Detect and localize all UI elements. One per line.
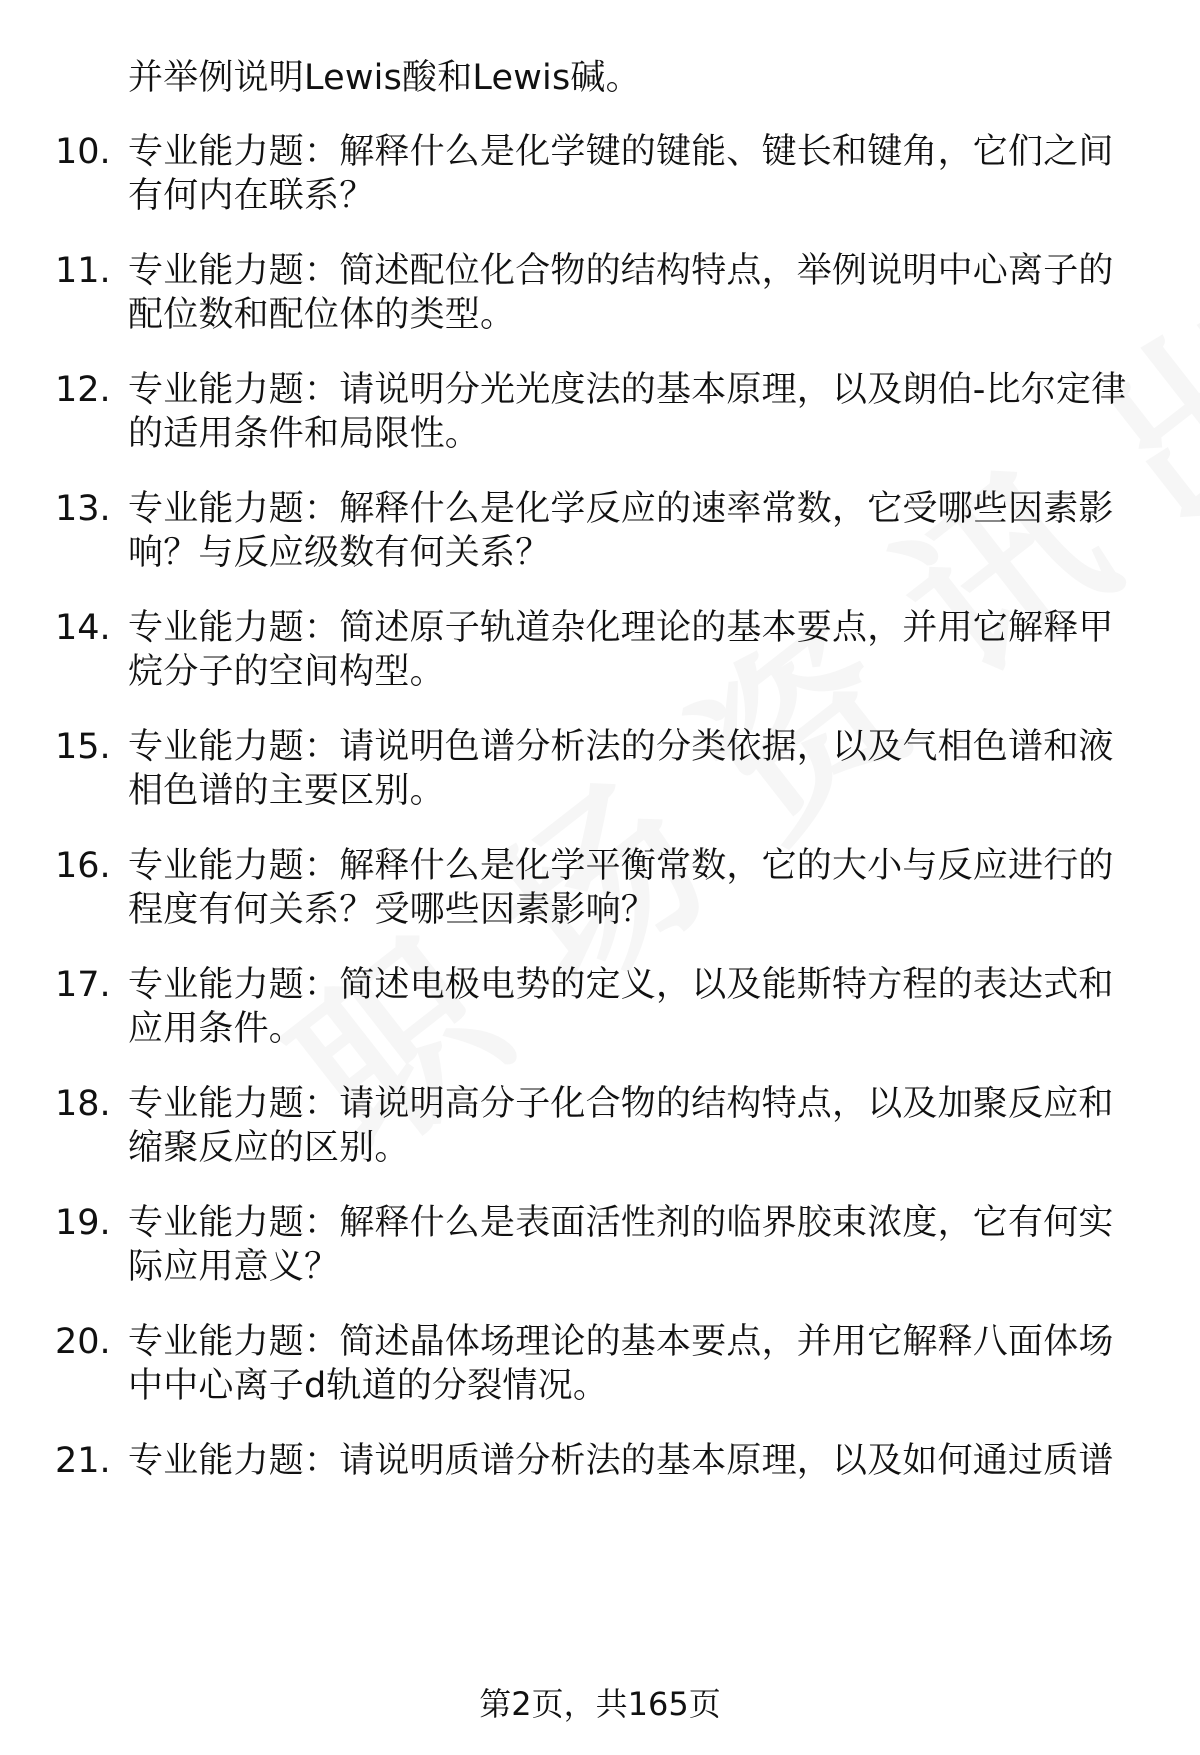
question-number: 20. bbox=[55, 1322, 111, 1362]
question-line: 专业能力题：简述晶体场理论的基本要点，并用它解释八面体场 bbox=[128, 1322, 1114, 1362]
question-line: 专业能力题：请说明色谱分析法的分类依据，以及气相色谱和液 bbox=[128, 727, 1114, 767]
question-line: 缩聚反应的区别。 bbox=[128, 1128, 410, 1168]
question-number: 16. bbox=[55, 846, 111, 886]
question-line: 专业能力题：简述电极电势的定义，以及能斯特方程的表达式和 bbox=[128, 965, 1114, 1005]
question-line: 程度有何关系？受哪些因素影响？ bbox=[128, 890, 657, 930]
question-line: 专业能力题：解释什么是化学键的键能、键长和键角，它们之间 bbox=[128, 132, 1114, 172]
intro-line: 并举例说明Lewis酸和Lewis碱。 bbox=[128, 58, 641, 98]
question-number: 19. bbox=[55, 1203, 111, 1243]
question-line: 有何内在联系？ bbox=[128, 176, 375, 216]
question-number: 11. bbox=[55, 251, 111, 291]
question-line: 专业能力题：请说明质谱分析法的基本原理，以及如何通过质谱 bbox=[128, 1441, 1114, 1481]
question-number: 14. bbox=[55, 608, 111, 648]
question-line: 专业能力题：解释什么是表面活性剂的临界胶束浓度，它有何实 bbox=[128, 1203, 1114, 1243]
question-line: 响？与反应级数有何关系？ bbox=[128, 533, 551, 573]
question-number: 15. bbox=[55, 727, 111, 767]
question-line: 专业能力题：请说明高分子化合物的结构特点，以及加聚反应和 bbox=[128, 1084, 1114, 1124]
page-footer: 第2页，共165页 bbox=[479, 1685, 721, 1723]
question-line: 专业能力题：解释什么是化学反应的速率常数，它受哪些因素影 bbox=[128, 489, 1114, 529]
question-line: 的适用条件和局限性。 bbox=[128, 414, 481, 454]
question-number: 18. bbox=[55, 1084, 111, 1124]
question-line: 际应用意义？ bbox=[128, 1247, 340, 1287]
question-number: 17. bbox=[55, 965, 111, 1005]
question-number: 13. bbox=[55, 489, 111, 529]
question-number: 12. bbox=[55, 370, 111, 410]
question-line: 专业能力题：简述配位化合物的结构特点，举例说明中心离子的 bbox=[128, 251, 1114, 291]
question-line: 相色谱的主要区别。 bbox=[128, 771, 445, 811]
question-line: 中中心离子d轨道的分裂情况。 bbox=[128, 1366, 609, 1406]
question-line: 专业能力题：请说明分光光度法的基本原理，以及朗伯-比尔定律 bbox=[128, 370, 1127, 410]
question-line: 应用条件。 bbox=[128, 1009, 305, 1049]
question-line: 烷分子的空间构型。 bbox=[128, 652, 445, 692]
question-number: 21. bbox=[55, 1441, 111, 1481]
question-line: 专业能力题：简述原子轨道杂化理论的基本要点，并用它解释甲 bbox=[128, 608, 1114, 648]
question-line: 配位数和配位体的类型。 bbox=[128, 295, 516, 335]
question-line: 专业能力题：解释什么是化学平衡常数，它的大小与反应进行的 bbox=[128, 846, 1114, 886]
question-number: 10. bbox=[55, 132, 111, 172]
